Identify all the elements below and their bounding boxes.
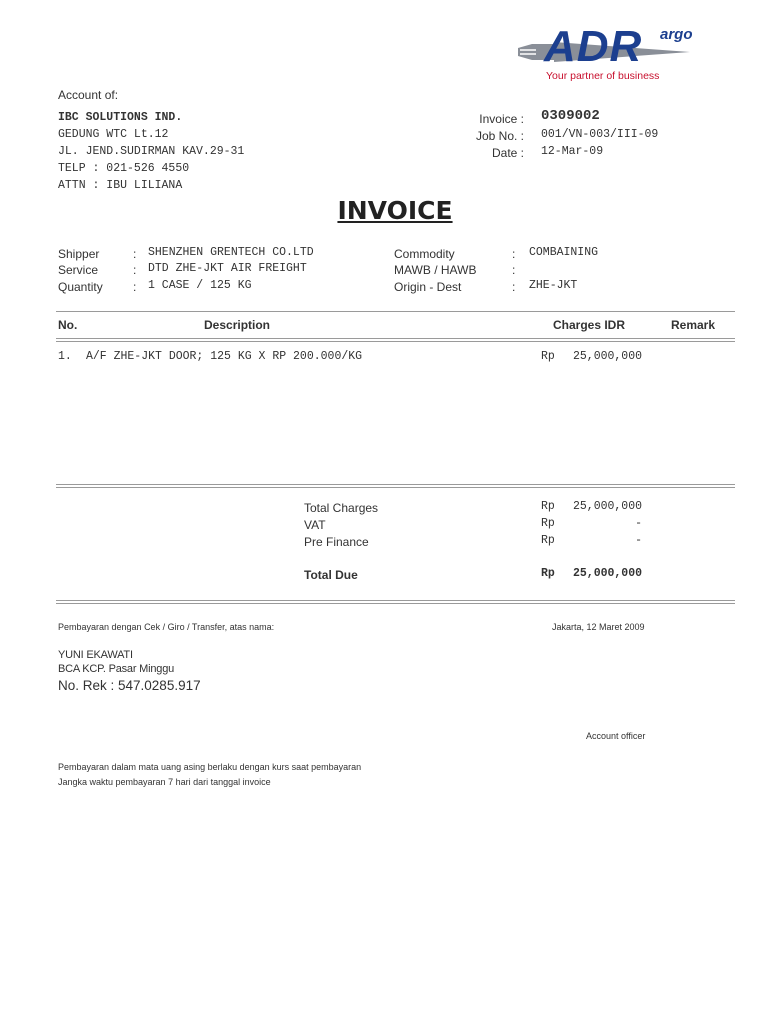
job-number-label: Job No. : [475, 129, 524, 143]
column-header-description: Description [204, 318, 271, 332]
vat-value: - [635, 517, 642, 530]
invoice-number-label: Invoice : [479, 112, 524, 126]
column-header-remark: Remark [671, 318, 716, 332]
service-value: DTD ZHE-JKT AIR FREIGHT [148, 262, 307, 275]
date-label: Date : [491, 146, 524, 160]
account-officer: Account officer [586, 731, 646, 741]
account-telp: TELP : 021-526 4550 [58, 162, 190, 175]
row-amount: 25,000,000 [572, 350, 642, 363]
quantity-value: 1 CASE / 125 KG [148, 279, 252, 292]
account-attn: ATTN : IBU LILIANA [58, 179, 183, 192]
mawb-colon: : [512, 263, 516, 277]
row-currency: Rp [541, 350, 555, 363]
job-number-value: 001/VN-003/III-09 [541, 128, 659, 141]
row-description: A/F ZHE-JKT DOOR; 125 KG X RP 200.000/KG [86, 350, 363, 363]
logo-text: ADR [544, 22, 643, 71]
account-name: IBC SOLUTIONS IND. [58, 111, 183, 124]
shipper-value: SHENZHEN GRENTECH CO.LTD [148, 246, 314, 259]
mawb-label: MAWB / HAWB [394, 263, 477, 277]
vat-currency: Rp [541, 517, 555, 530]
place-date: Jakarta, 12 Maret 2009 [552, 622, 645, 632]
shipper-colon: : [133, 247, 137, 261]
total-due-value: 25,000,000 [572, 567, 642, 580]
quantity-label: Quantity [58, 280, 103, 294]
commodity-label: Commodity [394, 247, 455, 261]
payment-note-currency: Pembayaran dalam mata uang asing berlaku dengan kurs saat pembayaran [58, 762, 362, 772]
row-number: 1. [58, 350, 72, 363]
table-bottom-rule [56, 484, 735, 488]
column-header-charges: Charges IDR [553, 318, 626, 332]
total-due-currency: Rp [541, 567, 555, 580]
totals-bottom-rule [56, 600, 735, 604]
account-address-2: JL. JEND.SUDIRMAN KAV.29-31 [58, 145, 245, 158]
invoice-number-value: 0309002 [541, 108, 600, 124]
total-charges-value: 25,000,000 [572, 500, 642, 513]
quantity-colon: : [133, 280, 137, 294]
origin-colon: : [512, 280, 516, 294]
payment-instruction: Pembayaran dengan Cek / Giro / Transfer, atas nama: [58, 622, 275, 632]
origin-value: ZHE-JKT [529, 279, 578, 292]
logo-tagline: Your partner of business [546, 70, 660, 82]
account-label: Account of: [58, 88, 119, 102]
payee-name: YUNI EKAWATI [58, 649, 133, 661]
vat-label: VAT [304, 518, 326, 532]
payment-note-terms: Jangka waktu pembayaran 7 hari dari tanggal invoice [58, 777, 271, 787]
total-charges-currency: Rp [541, 500, 555, 513]
total-charges-label: Total Charges [304, 501, 379, 515]
bank-name: BCA KCP. Pasar Minggu [58, 663, 175, 675]
prefinance-label: Pre Finance [304, 535, 369, 549]
page-title: INVOICE [337, 196, 453, 225]
column-header-no: No. [58, 318, 78, 332]
account-address-1: GEDUNG WTC Lt.12 [58, 128, 169, 141]
commodity-value: COMBAINING [529, 246, 599, 259]
service-colon: : [133, 263, 137, 277]
table-header-rule [56, 338, 735, 342]
logo-suffix: argo [660, 26, 693, 43]
company-logo [514, 24, 704, 86]
shipper-label: Shipper [58, 247, 100, 261]
origin-label: Origin - Dest [394, 280, 462, 294]
date-value: 12-Mar-09 [541, 145, 604, 158]
prefinance-value: - [635, 534, 642, 547]
commodity-colon: : [512, 247, 516, 261]
account-number: No. Rek : 547.0285.917 [58, 678, 201, 693]
total-due-label: Total Due [304, 568, 358, 582]
prefinance-currency: Rp [541, 534, 555, 547]
table-top-rule [56, 311, 735, 312]
service-label: Service [58, 263, 99, 277]
